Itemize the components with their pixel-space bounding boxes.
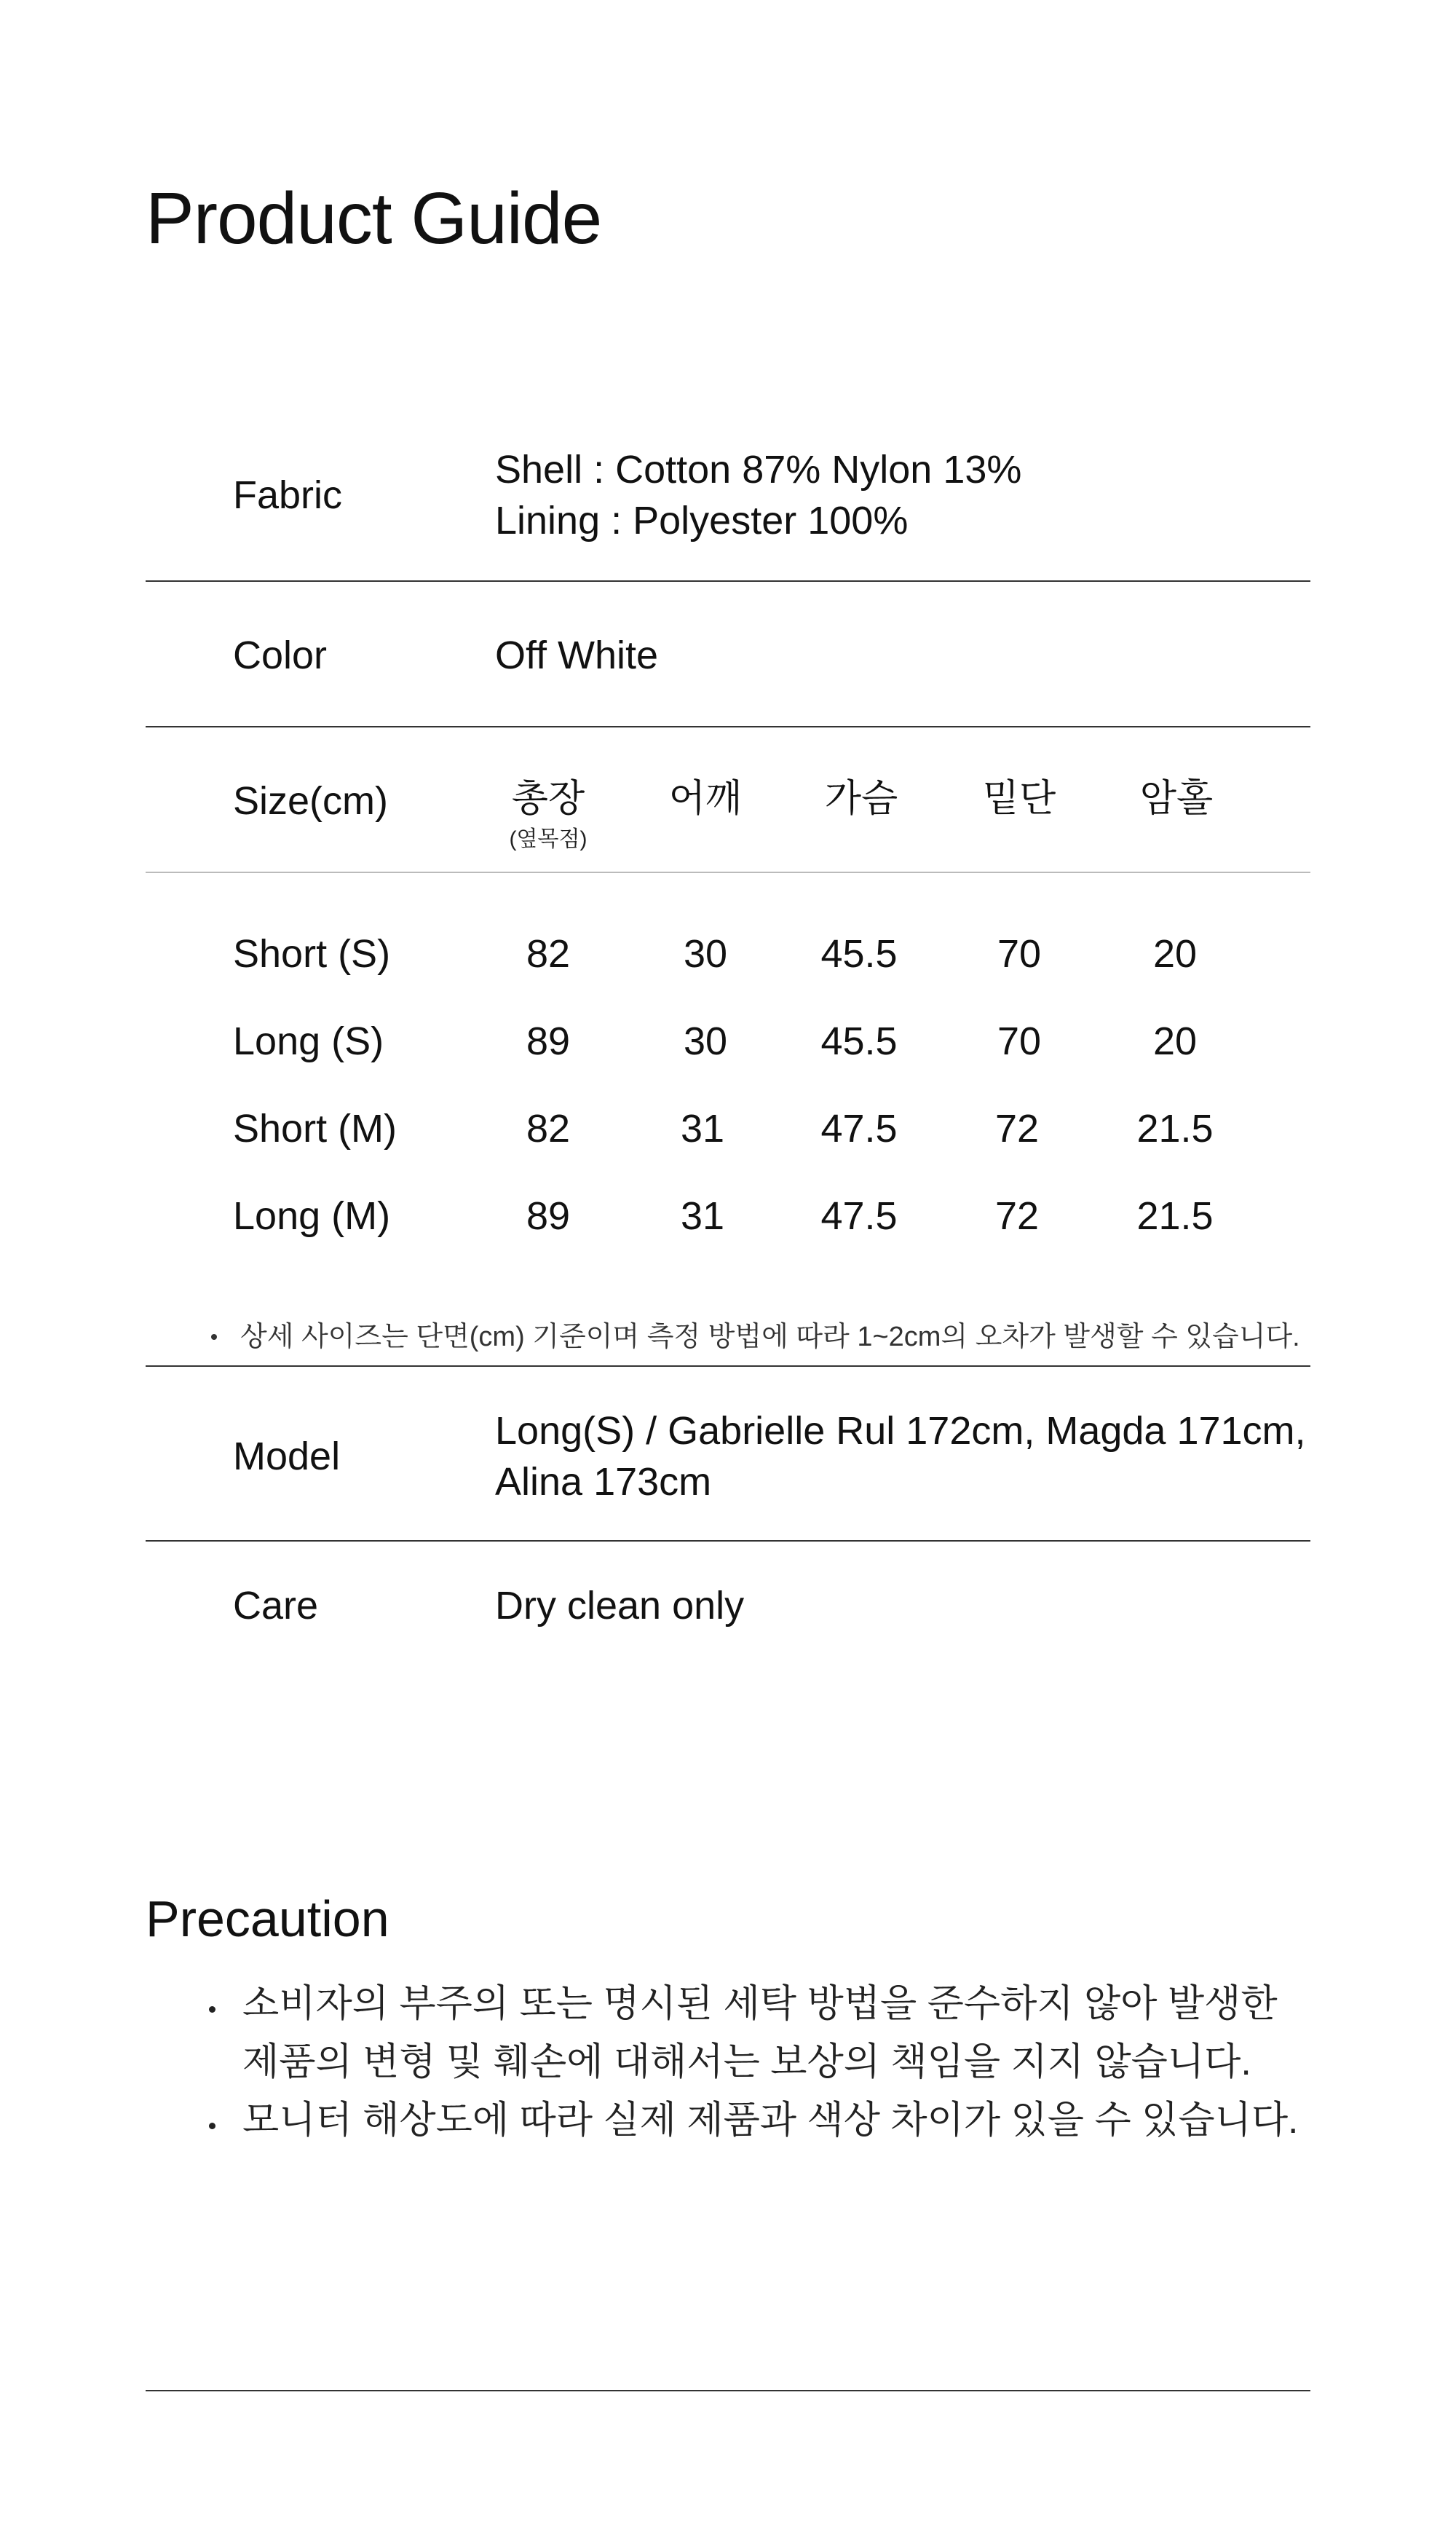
size-cell: 82: [526, 1107, 571, 1151]
precaution-item-1-line-1: 소비자의 부주의 또는 명시된 세탁 방법을 준수하지 않아 발생한: [242, 1983, 1278, 2025]
fabric-label: Fabric: [233, 473, 343, 517]
color-label: Color: [233, 634, 328, 677]
fabric-lining-value: Lining : Polyester 100%: [495, 499, 909, 542]
size-row-name: Long (S): [233, 1019, 384, 1063]
model-value-line1: Long(S) / Gabrielle Rul 172cm, Magda 171cm,: [495, 1409, 1306, 1453]
size-cell: 31: [680, 1194, 725, 1238]
size-cell: 70: [997, 1019, 1042, 1063]
precaution-bullet: [209, 2123, 215, 2129]
divider-size: [146, 1365, 1310, 1367]
size-row-name: Long (M): [233, 1194, 391, 1238]
size-column-header: 밑단: [982, 778, 1056, 820]
size-cell: 21.5: [1136, 1107, 1214, 1151]
care-label: Care: [233, 1584, 319, 1627]
size-column-header: 가슴: [824, 778, 898, 820]
size-cell: 72: [994, 1194, 1040, 1238]
size-cell: 20: [1152, 1019, 1198, 1063]
size-cell: 89: [526, 1019, 571, 1063]
size-cell: 30: [683, 932, 728, 976]
size-column-header: 어깨: [668, 778, 743, 820]
divider-bottom: [146, 2390, 1310, 2391]
size-cell: 45.5: [820, 1019, 898, 1063]
size-column-header: 총장: [511, 778, 585, 820]
size-cell: 21.5: [1136, 1194, 1214, 1238]
size-cell: 70: [997, 932, 1042, 976]
size-note: 상세 사이즈는 단면(cm) 기준이며 측정 방법에 따라 1~2cm의 오차가 발생할 수 있습니다.: [240, 1322, 1300, 1352]
fabric-shell-value: Shell : Cotton 87% Nylon 13%: [495, 448, 1022, 492]
care-value: Dry clean only: [495, 1584, 745, 1627]
size-cell: 89: [526, 1194, 571, 1238]
model-label: Model: [233, 1435, 341, 1478]
divider-size-header: [146, 872, 1310, 873]
divider-model: [146, 1540, 1310, 1542]
model-value-line2: Alina 173cm: [495, 1460, 712, 1504]
size-cell: 82: [526, 932, 571, 976]
size-cell: 31: [680, 1107, 725, 1151]
size-label: Size(cm): [233, 779, 388, 823]
size-row-name: Short (S): [233, 932, 391, 976]
size-cell: 20: [1152, 932, 1198, 976]
size-cell: 72: [994, 1107, 1040, 1151]
precaution-item-1-line-2: 제품의 변형 및 훼손에 대해서는 보상의 책임을 지지 않습니다.: [242, 2041, 1251, 2083]
size-cell: 45.5: [820, 932, 898, 976]
size-column-header: 암홀: [1139, 778, 1214, 820]
precaution-bullet: [209, 2006, 215, 2013]
page-title: Product Guide: [146, 178, 602, 259]
color-value: Off White: [495, 634, 659, 677]
precaution-item-2: 모니터 해상도에 따라 실제 제품과 색상 차이가 있을 수 있습니다.: [242, 2099, 1299, 2142]
size-cell: 47.5: [820, 1194, 898, 1238]
size-column-subheader: (옆목점): [509, 827, 587, 851]
size-cell: 30: [683, 1019, 728, 1063]
size-row-name: Short (M): [233, 1107, 397, 1151]
divider-color: [146, 726, 1310, 727]
size-note-bullet: [211, 1334, 217, 1340]
size-cell: 47.5: [820, 1107, 898, 1151]
precaution-title: Precaution: [146, 1890, 389, 1947]
divider-fabric: [146, 580, 1310, 582]
